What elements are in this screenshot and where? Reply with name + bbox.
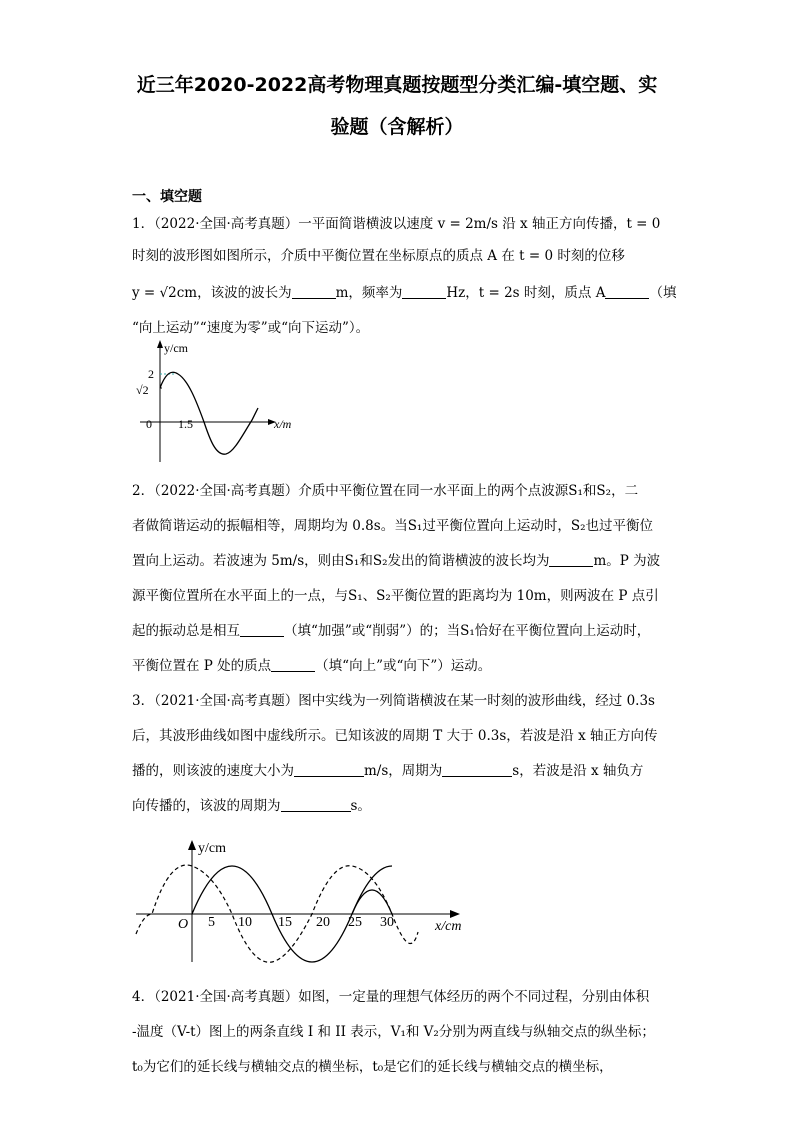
q3-text-d: 向传播的，该波的周期为 [132,798,281,814]
q3-wave-figure [130,836,475,966]
q3-tick-10: 10 [238,915,252,930]
q2-blank-direction[interactable] [271,657,315,672]
q1-xlabel: x/m [274,417,292,431]
q3-line-1: 3．（2021·全国·高考真题）图中实线为一列简谐横波在某一时刻的波形曲线，经过 0.3s [132,693,655,709]
q2-blank-interference[interactable] [240,622,284,637]
q1-tick-y-2: 2 [148,367,154,381]
q2-line-2: 者做简谐运动的振幅相等，周期均为 0.8s。当S₁过平衡位置向上运动时，S₂也过平衡位 [132,518,654,534]
q2-text-c: 起的振动总是相互 [132,623,240,639]
q4-line-3: t₀为它们的延长线与横轴交点的横坐标，t₀是它们的延长线与横轴交点的横坐标， [132,1059,613,1075]
q2-text-b: m。P 为波 [593,553,661,569]
q1-blank-motion[interactable] [605,284,649,299]
q3-text-c: s，若波是沿 x 轴负方 [512,763,644,779]
q1-line-3 [132,281,676,301]
q3-tick-25: 25 [348,915,362,930]
q1-text-b: m，频率为 [335,285,403,301]
q3-tick-15: 15 [278,915,292,930]
q3-tick-5: 5 [208,915,215,930]
q1-origin: 0 [146,417,152,431]
q4-line-2: -温度（V-t）图上的两条直线 I 和 II 表示，V₁和 V₂分别为两直线与纵轴交点的纵坐标； [132,1024,655,1040]
page-title-line-2: 验题（含解析） [330,116,464,138]
q1-wave-figure [130,336,310,468]
q3-blank-period[interactable] [442,762,512,777]
q3-line-4 [132,794,371,814]
q1-text-c: Hz，t = 2s 时刻，质点 A [446,285,606,301]
q2-text-a: 置向上运动。若波速为 5m/s，则由S₁和S₂发出的简谐横波的波长均为 [132,553,550,569]
page-title-line-1: 近三年2020-2022高考物理真题按题型分类汇编-填空题、实 [136,74,658,96]
q3-line-3 [132,759,643,779]
q3-text-b: m/s，周期为 [364,763,443,779]
q3-text-e: s。 [350,798,371,814]
q2-line-3 [132,549,660,569]
q2-text-e: 平衡位置在 P 处的质点 [132,658,272,674]
q1-line-4: “向上运动”“速度为零”或“向下运动”）。 [132,320,370,336]
q3-tick-20: 20 [316,915,330,930]
q1-blank-wavelength[interactable] [292,284,336,299]
q3-origin: O [178,917,189,932]
q2-text-f: （填“向上”或“向下”）运动。 [315,658,492,674]
q2-line-4: 源平衡位置所在水平面上的一点，与S₁、S₂平衡位置的距离均为 10m，则两波在 P 点引 [132,588,659,604]
q3-blank-period-negative[interactable] [281,797,351,812]
q1-text-d: （填 [649,285,677,301]
q1-text-a: y = √2cm，该波的波长为 [132,285,292,301]
q1-line-1: 1．（2022·全国·高考真题）一平面简谐横波以速度 v = 2m/s 沿 x 轴正方向传播，t = 0 [132,216,661,232]
q1-line-2: 时刻的波形图如图所示，介质中平衡位置在坐标原点的质点 A 在 t = 0 时刻的位移 [132,248,625,264]
q3-xlabel: x/cm [435,919,462,934]
q3-ylabel: y/cm [198,841,226,856]
q2-line-6 [132,654,491,674]
q2-text-d: （填“加强”或“削弱”）的；当S₁恰好在平衡位置向上运动时， [284,623,651,639]
section-heading: 一、填空题 [132,189,202,205]
q4-line-1: 4．（2021·全国·高考真题）如图，一定量的理想气体经历的两个不同过程，分别由体积 [132,989,650,1005]
q3-text-a: 播的，则该波的速度大小为 [132,763,294,779]
q3-blank-speed[interactable] [294,762,364,777]
q2-line-5 [132,619,650,639]
q2-line-1: 2．（2022·全国·高考真题）介质中平衡位置在同一水平面上的两个点波源S₁和S₂，二 [132,483,639,499]
q3-tick-30: 30 [380,915,394,930]
q1-ylabel: y/cm [164,341,188,355]
q3-line-2: 后，其波形曲线如图中虚线所示。已知该波的周期 T 大于 0.3s，若波是沿 x 轴正方向传 [132,728,658,744]
q1-blank-frequency[interactable] [402,284,446,299]
q1-tick-x: 1.5 [178,417,193,431]
q1-tick-y-sqrt2: √2 [136,383,149,397]
q2-blank-wavelength[interactable] [549,552,593,567]
